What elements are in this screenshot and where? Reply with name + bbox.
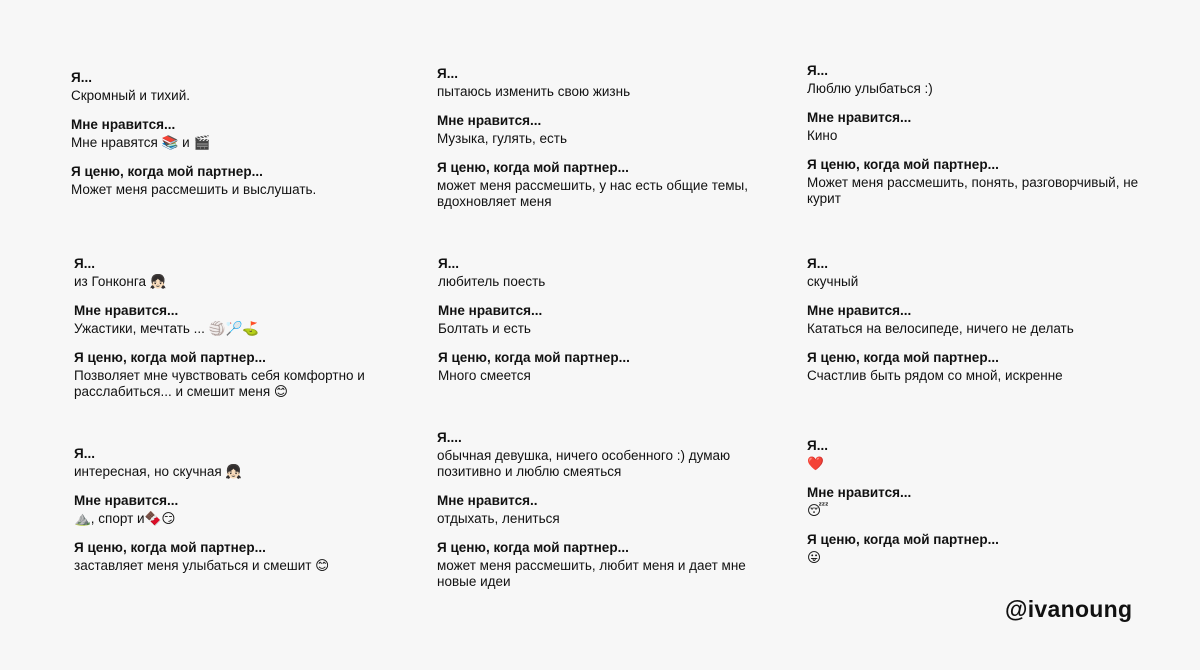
card-heading-likes: Мне нравится... (437, 113, 542, 128)
profile-card-2 (437, 66, 777, 223)
author-credit: @ivanoung (1005, 596, 1133, 622)
card-value-partner: Много смеется (438, 368, 531, 383)
card-value-likes: ⛰️, спорт и🍫😏 (74, 511, 176, 526)
card-heading-likes: Мне нравится... (807, 485, 912, 500)
card-value-likes: Музыка, гулять, есть (437, 131, 568, 146)
card-heading-i: Я... (74, 446, 95, 461)
card-heading-partner: Я ценю, когда мой партнер... (807, 532, 999, 547)
card-heading-partner: Я ценю, когда мой партнер... (74, 540, 266, 555)
card-value-partner: Может меня рассмешить, понять, разговорчивый, не курит (807, 175, 1139, 206)
card-heading-partner: Я ценю, когда мой партнер... (807, 350, 999, 365)
card-value-i: Люблю улыбаться :) (807, 81, 933, 96)
card-heading-likes: Мне нравится... (807, 110, 912, 125)
card-value-partner: может меня рассмешить, у нас есть общие темы, вдохновляет меня (437, 178, 748, 209)
card-heading-i: Я.... (437, 430, 462, 445)
card-heading-partner: Я ценю, когда мой партнер... (437, 160, 629, 175)
card-heading-partner: Я ценю, когда мой партнер... (807, 157, 999, 172)
card-value-likes: Ужастики, мечтать ... 🏐🏸⛳ (74, 321, 260, 336)
card-heading-partner: Я ценю, когда мой партнер... (71, 164, 263, 179)
card-value-likes: Болтать и есть (438, 321, 531, 336)
profile-card-7 (74, 446, 424, 587)
card-value-likes: Мне нравятся 📚 и 🎬 (71, 135, 211, 150)
card-value-partner: Позволяет мне чувствовать себя комфортно и расслабиться... и смешит меня 😊 (74, 368, 365, 399)
card-heading-partner: Я ценю, когда мой партнер... (438, 350, 630, 365)
card-heading-i: Я... (74, 256, 95, 271)
card-value-i: любитель поесть (438, 274, 546, 289)
card-value-i: скучный (807, 274, 859, 289)
card-heading-likes: Мне нравится... (438, 303, 543, 318)
card-value-i: пытаюсь изменить свою жизнь (437, 84, 631, 99)
card-value-partner: Счастлив быть рядом со мной, искренне (807, 368, 1063, 383)
profile-card-1 (71, 70, 421, 211)
card-value-i: обычная девушка, ничего особенного :) думаю позитивно и люблю смеяться (437, 448, 731, 479)
card-heading-i: Я... (437, 66, 458, 81)
card-heading-i: Я... (438, 256, 459, 271)
card-value-likes: 😴 (807, 503, 829, 518)
card-heading-likes: Мне нравится... (74, 493, 179, 508)
profile-card-6 (807, 256, 1157, 397)
profile-card-9 (807, 438, 1157, 579)
card-value-likes: Кататься на велосипеде, ничего не делать (807, 321, 1074, 336)
profile-card-3 (807, 63, 1152, 220)
card-heading-likes: Мне нравится... (807, 303, 912, 318)
card-value-partner: 😛 (807, 550, 822, 565)
card-value-i: из Гонконга 👧🏻 (74, 274, 167, 289)
card-value-partner: заставляет меня улыбаться и смешит 😊 (74, 558, 330, 573)
card-heading-likes: Мне нравится... (71, 117, 176, 132)
card-value-likes: отдыхать, лениться (437, 511, 560, 526)
card-value-i: ❤️ (807, 456, 824, 471)
card-heading-likes: Мне нравится.. (437, 493, 538, 508)
card-value-partner: Может меня рассмешить и выслушать. (71, 182, 317, 197)
profile-card-5 (438, 256, 788, 397)
profile-card-8 (437, 430, 767, 603)
card-heading-i: Я... (807, 256, 828, 271)
card-heading-partner: Я ценю, когда мой партнер... (74, 350, 266, 365)
card-value-i: Скромный и тихий. (71, 88, 191, 103)
card-heading-i: Я... (71, 70, 92, 85)
card-heading-partner: Я ценю, когда мой партнер... (437, 540, 629, 555)
card-value-partner: может меня рассмешить, любит меня и дает мне новые идеи (437, 558, 746, 589)
card-value-likes: Кино (807, 128, 838, 143)
card-heading-likes: Мне нравится... (74, 303, 179, 318)
card-heading-i: Я... (807, 438, 828, 453)
card-heading-i: Я... (807, 63, 828, 78)
card-value-i: интересная, но скучная 👧🏻 (74, 464, 243, 479)
profile-card-4 (74, 256, 389, 413)
